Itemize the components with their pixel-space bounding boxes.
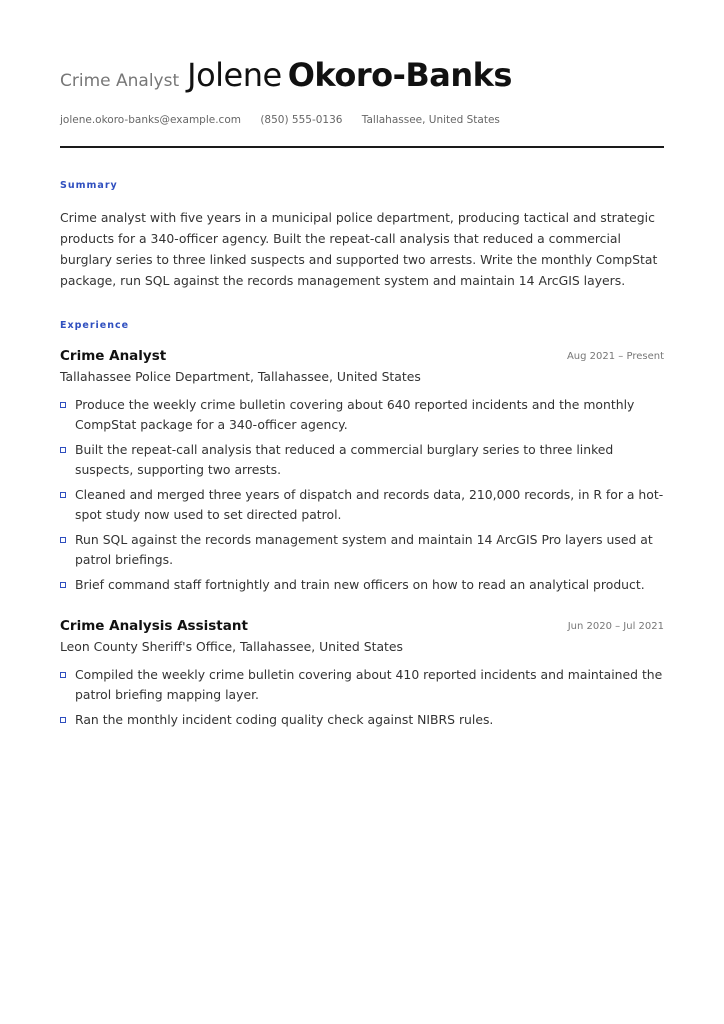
job-head xyxy=(60,348,664,368)
job-bullets xyxy=(60,395,664,595)
square-bullet-icon xyxy=(60,582,66,588)
contact-email[interactable]: jolene.okoro-banks@example.com xyxy=(60,114,241,126)
bullet-text: Ran the monthly incident coding quality check against NIBRS rules. xyxy=(75,712,494,727)
bullet-text: Compiled the weekly crime bulletin covering about 410 reported incidents and maintained the patrol briefing mapping layer. xyxy=(75,667,663,702)
contact-location: Tallahassee, United States xyxy=(361,114,500,126)
square-bullet-icon xyxy=(60,402,66,408)
job-dates: Jun 2020 – Jul 2021 xyxy=(567,621,664,632)
square-bullet-icon xyxy=(60,717,66,723)
last-name: Okoro-Banks xyxy=(287,56,512,94)
resume-header xyxy=(60,56,664,96)
job-entry xyxy=(60,618,664,735)
square-bullet-icon xyxy=(60,492,66,498)
square-bullet-icon xyxy=(60,537,66,543)
experience-heading: Experience xyxy=(60,320,130,331)
square-bullet-icon xyxy=(60,672,66,678)
bullet-text: Built the repeat-call analysis that reduced a commercial burglary series to three linked suspects, supporting two arrests. xyxy=(75,442,614,477)
job-organization: Leon County Sheriff's Office, Tallahassee, United States xyxy=(60,639,403,654)
header-divider xyxy=(60,146,664,148)
job-bullet xyxy=(60,665,664,705)
job-head xyxy=(60,618,664,638)
contact-phone[interactable]: (850) 555-0136 xyxy=(260,114,343,126)
job-bullet xyxy=(60,440,664,480)
job-bullets xyxy=(60,665,664,730)
bullet-text: Run SQL against the records management system and maintain 14 ArcGIS Pro layers used at patrol briefings. xyxy=(75,532,653,567)
bullet-text: Cleaned and merged three years of dispatch and records data, 210,000 records, in R for a hot-spot study now used to set directed patrol. xyxy=(75,487,664,522)
job-bullet xyxy=(60,395,664,435)
job-bullet xyxy=(60,485,664,525)
contact-line xyxy=(60,114,516,126)
first-name: Jolene xyxy=(187,56,282,94)
job-dates: Aug 2021 – Present xyxy=(566,351,664,362)
job-title: Crime Analysis Assistant xyxy=(60,618,248,634)
square-bullet-icon xyxy=(60,447,66,453)
summary-heading: Summary xyxy=(60,180,118,191)
job-bullet xyxy=(60,710,664,730)
job-entry xyxy=(60,348,664,600)
summary-text: Crime analyst with five years in a municipal police department, producing tactical and strategic products for a 340-officer agency. Built the repeat-call analysis that reduced a commercial burglary series to three linked suspects and supported two arrests. Write the monthly CompStat package, run SQL against the records management system and maintain 14 ArcGIS layers. xyxy=(60,210,658,288)
bullet-text: Brief command staff fortnightly and train new officers on how to read an analytical product. xyxy=(75,577,645,592)
job-role: Crime Analyst xyxy=(60,71,180,91)
job-organization: Tallahassee Police Department, Tallahassee, United States xyxy=(60,369,421,384)
job-title: Crime Analyst xyxy=(60,348,167,364)
job-bullet xyxy=(60,575,664,595)
job-bullet xyxy=(60,530,664,570)
bullet-text: Produce the weekly crime bulletin covering about 640 reported incidents and the monthly CompStat package for a 340-officer agency. xyxy=(75,397,635,432)
